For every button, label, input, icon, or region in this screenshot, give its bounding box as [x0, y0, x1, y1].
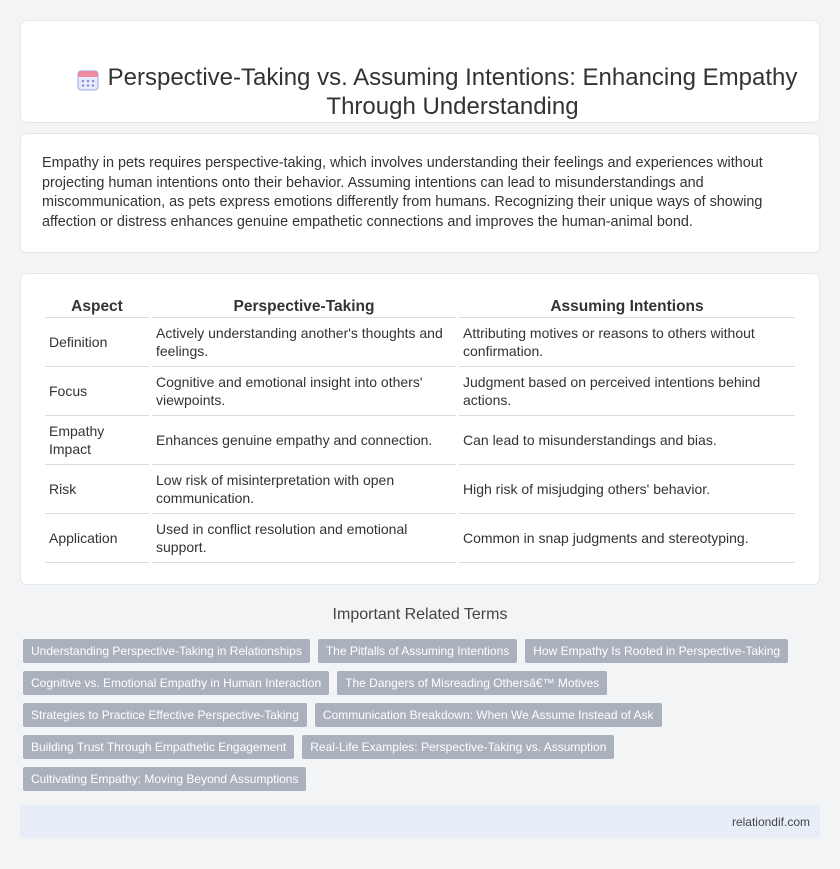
footer-site-link[interactable]: relationdif.com — [731, 815, 810, 829]
column-header-assuming-intentions: Assuming Intentions — [459, 296, 795, 318]
related-terms-heading: Important Related Terms — [332, 606, 508, 623]
perspective-taking-cell: Low risk of misinterpretation with open communication. — [152, 465, 456, 514]
perspective-taking-cell: Actively understanding another's thoughts and feelings. — [152, 318, 456, 367]
related-term-tag[interactable]: How Empathy Is Rooted in Perspective-Taking — [525, 639, 788, 663]
aspect-cell: Definition — [45, 318, 149, 367]
related-term-tag[interactable]: Cognitive vs. Emotional Empathy in Human Interaction — [23, 671, 329, 695]
comparison-table — [42, 296, 798, 563]
aspect-cell: Risk — [45, 465, 149, 514]
intro-paragraph: Empathy in pets requires perspective-taking, which involves understanding their feelings and experiences without projecting human intentions onto their behavior. Assuming intentions can lead to misunderstandings and miscommunication, as pets express emotions differently from humans. Recognizing their unique ways of showing affection or distress enhances genuine empathetic connections and improves the human-animal bond. — [42, 155, 763, 230]
related-term-tag[interactable]: Real-Life Examples: Perspective-Taking vs. Assumption — [302, 735, 614, 759]
title-card — [20, 20, 820, 123]
intro-card — [20, 133, 820, 253]
assuming-intentions-cell: High risk of misjudging others' behavior. — [459, 465, 795, 514]
related-term-tag[interactable]: The Dangers of Misreading Othersâ€™ Motives — [337, 671, 607, 695]
assuming-intentions-cell: Common in snap judgments and stereotyping. — [459, 514, 795, 563]
related-term-tag[interactable]: The Pitfalls of Assuming Intentions — [318, 639, 517, 663]
aspect-cell: Application — [45, 514, 149, 563]
comparison-card — [20, 273, 820, 585]
related-term-tag[interactable]: Understanding Perspective-Taking in Relationships — [23, 639, 310, 663]
aspect-cell: Empathy Impact — [45, 416, 149, 465]
assuming-intentions-cell: Judgment based on perceived intentions behind actions. — [459, 367, 795, 416]
table-row — [45, 367, 795, 416]
assuming-intentions-cell: Can lead to misunderstandings and bias. — [459, 416, 795, 465]
perspective-taking-cell: Used in conflict resolution and emotional support. — [152, 514, 456, 563]
footer — [20, 805, 820, 838]
related-term-tag[interactable]: Communication Breakdown: When We Assume Instead of Ask — [315, 703, 662, 727]
related-term-tag[interactable]: Strategies to Practice Effective Perspective-Taking — [23, 703, 307, 727]
aspect-cell: Focus — [45, 367, 149, 416]
table-row — [45, 465, 795, 514]
related-term-tag[interactable]: Building Trust Through Empathetic Engagement — [23, 735, 294, 759]
perspective-taking-cell: Cognitive and emotional insight into others' viewpoints. — [152, 367, 456, 416]
table-header-row — [45, 296, 795, 318]
table-row — [45, 514, 795, 563]
column-header-perspective-taking: Perspective-Taking — [152, 296, 456, 318]
related-terms-list — [23, 639, 803, 791]
perspective-taking-cell: Enhances genuine empathy and connection. — [152, 416, 456, 465]
assuming-intentions-cell: Attributing motives or reasons to others without confirmation. — [459, 318, 795, 367]
page-title: Perspective-Taking vs. Assuming Intentions: Enhancing Empathy Through Understanding — [107, 64, 798, 120]
table-row — [45, 318, 795, 367]
related-term-tag[interactable]: Cultivating Empathy: Moving Beyond Assumptions — [23, 767, 306, 791]
column-header-aspect: Aspect — [45, 296, 149, 318]
table-row — [45, 416, 795, 465]
calendar-icon — [76, 68, 100, 92]
